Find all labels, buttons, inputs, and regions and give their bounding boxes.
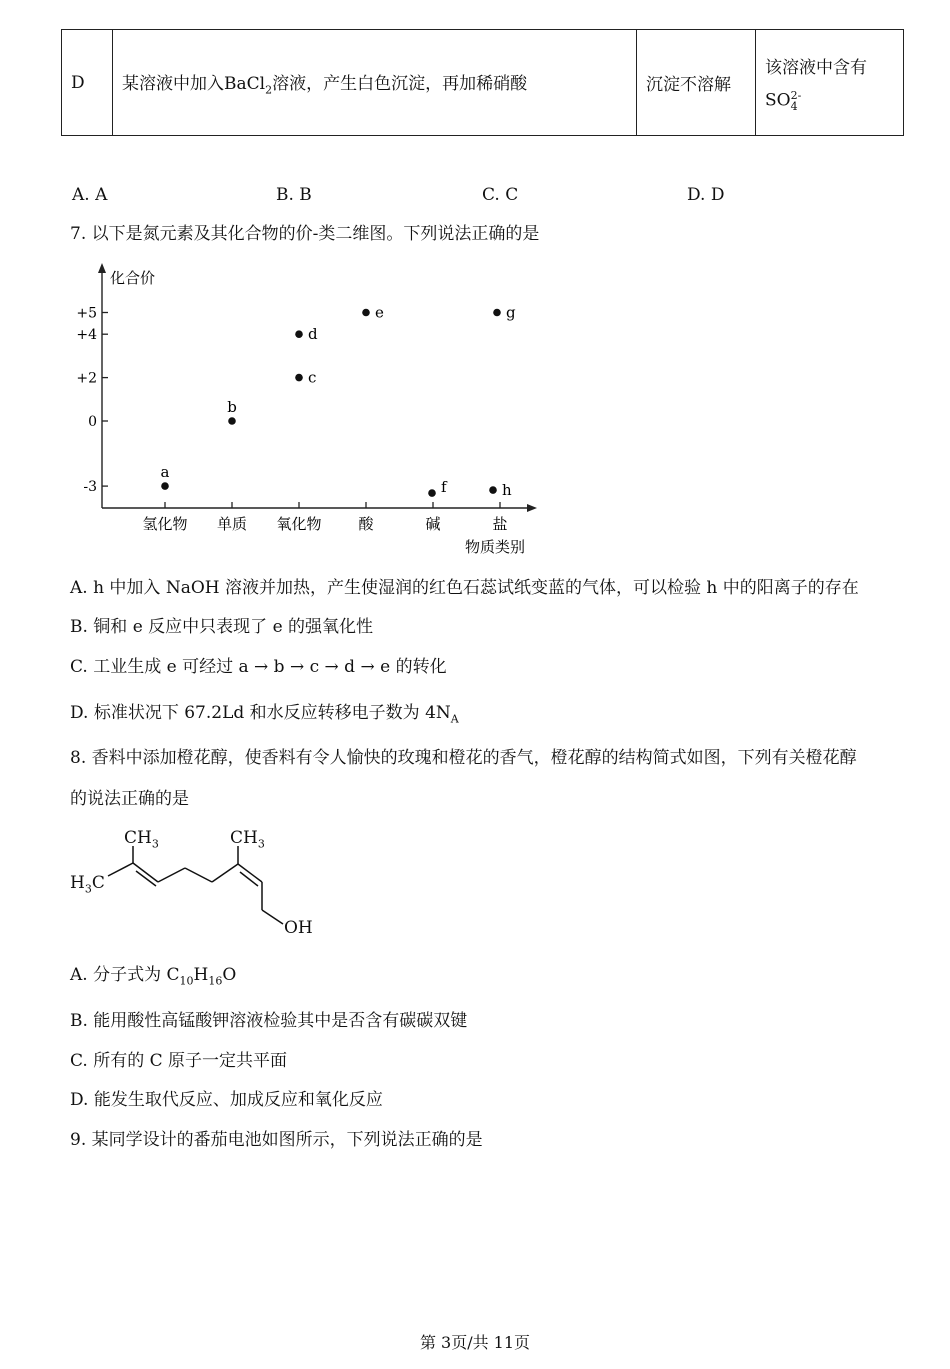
data-point-f — [428, 489, 436, 497]
choice-c: C. C — [482, 185, 519, 205]
phenomenon-cell: 沉淀不溶解 — [637, 30, 756, 136]
q8-stem-line2: 的说法正确的是 — [70, 789, 189, 809]
oh-label: OH — [284, 918, 313, 938]
ch3-left-label: $CH_3$ — [124, 828, 159, 851]
y-axis-label: 化合价 — [110, 269, 156, 287]
x-axis-label: 物质类别 — [465, 538, 526, 556]
x-axis-arrow-icon — [527, 504, 537, 512]
q8-option-d: D. 能发生取代反应、加成反应和氧化反应 — [70, 1090, 383, 1110]
q8-option-a: A. 分子式为 $C_{10}H_{16}O$ — [70, 965, 237, 988]
data-point-label-b: b — [227, 398, 237, 416]
data-point-label-g: g — [506, 303, 516, 322]
y-axis-arrow-icon — [98, 263, 106, 273]
q7-option-b: B. 铜和 e 反应中只表现了 e 的强氧化性 — [70, 617, 374, 637]
choice-b: B. B — [276, 185, 312, 205]
q8-stem-line1: 8. 香料中添加橙花醇，使香料有令人愉快的玫瑰和橙花的香气，橙花醇的结构简式如图，下列有关橙花醇 — [70, 748, 857, 768]
ch3-right-label: $CH_3$ — [230, 828, 265, 851]
q7-option-d: D. 标准状况下 67.2Ld 和水反应转移电子数为 $4N_A$ — [70, 703, 459, 726]
page-footer: 第 3页/共 11页 — [419, 1333, 531, 1352]
option-cell: D — [62, 30, 113, 136]
y-tick-label: -3 — [83, 479, 97, 496]
data-point-e — [362, 309, 370, 317]
data-point-h — [489, 486, 497, 494]
data-point-label-f: f — [441, 478, 447, 497]
data-point-label-c: c — [308, 368, 317, 387]
data-point-a — [161, 482, 169, 490]
operation-cell: 某溶液中加入BaCl$_2$溶液，产生白色沉淀，再加稀硝酸 — [113, 30, 637, 136]
x-tick-label: 单质 — [216, 515, 248, 533]
y-tick-label: +5 — [76, 305, 97, 322]
q7-option-c: C. 工业生成 e 可经过 a → b → c → d → e 的转化 — [70, 657, 447, 677]
x-tick-label: 酸 — [358, 515, 374, 533]
q9-stem: 9. 某同学设计的番茄电池如图所示，下列说法正确的是 — [70, 1130, 483, 1150]
data-points — [161, 304, 516, 500]
x-tick-label: 盐 — [492, 515, 508, 533]
q8-option-c: C. 所有的 C 原子一定共平面 — [70, 1051, 288, 1071]
conclusion-cell: 该溶液中含有 SO 2- 4 — [756, 30, 904, 136]
y-tick-label: 0 — [88, 414, 97, 430]
x-tick-label: 氢化物 — [142, 515, 188, 533]
data-point-label-e: e — [375, 303, 384, 322]
data-point-c — [295, 374, 303, 382]
q8-option-b: B. 能用酸性高锰酸钾溶液检验其中是否含有碳碳双键 — [70, 1011, 468, 1031]
q7-option-a: A. h 中加入 NaOH 溶液并加热，产生使湿润的红色石蕊试纸变蓝的气体，可以检验 h 中的阳离子的存在 — [70, 578, 859, 598]
q7-stem: 7. 以下是氮元素及其化合物的价-类二维图。下列说法正确的是 — [70, 224, 540, 244]
choice-a: A. A — [72, 185, 108, 205]
data-point-d — [295, 330, 303, 338]
x-ticks — [142, 502, 507, 533]
y-tick-label: +2 — [76, 370, 97, 387]
y-ticks — [76, 306, 108, 496]
geraniol-structure — [108, 846, 283, 924]
choice-d: D. D — [687, 185, 725, 205]
data-point-label-h: h — [502, 481, 512, 500]
data-point-b — [228, 417, 236, 425]
y-tick-label: +4 — [76, 327, 97, 344]
x-tick-label: 碱 — [425, 515, 441, 533]
data-point-label-a: a — [160, 463, 170, 482]
data-point-g — [493, 309, 501, 317]
h3c-label: $H_3C$ — [70, 873, 105, 896]
data-point-label-d: d — [308, 325, 318, 344]
x-tick-label: 氧化物 — [276, 515, 322, 533]
